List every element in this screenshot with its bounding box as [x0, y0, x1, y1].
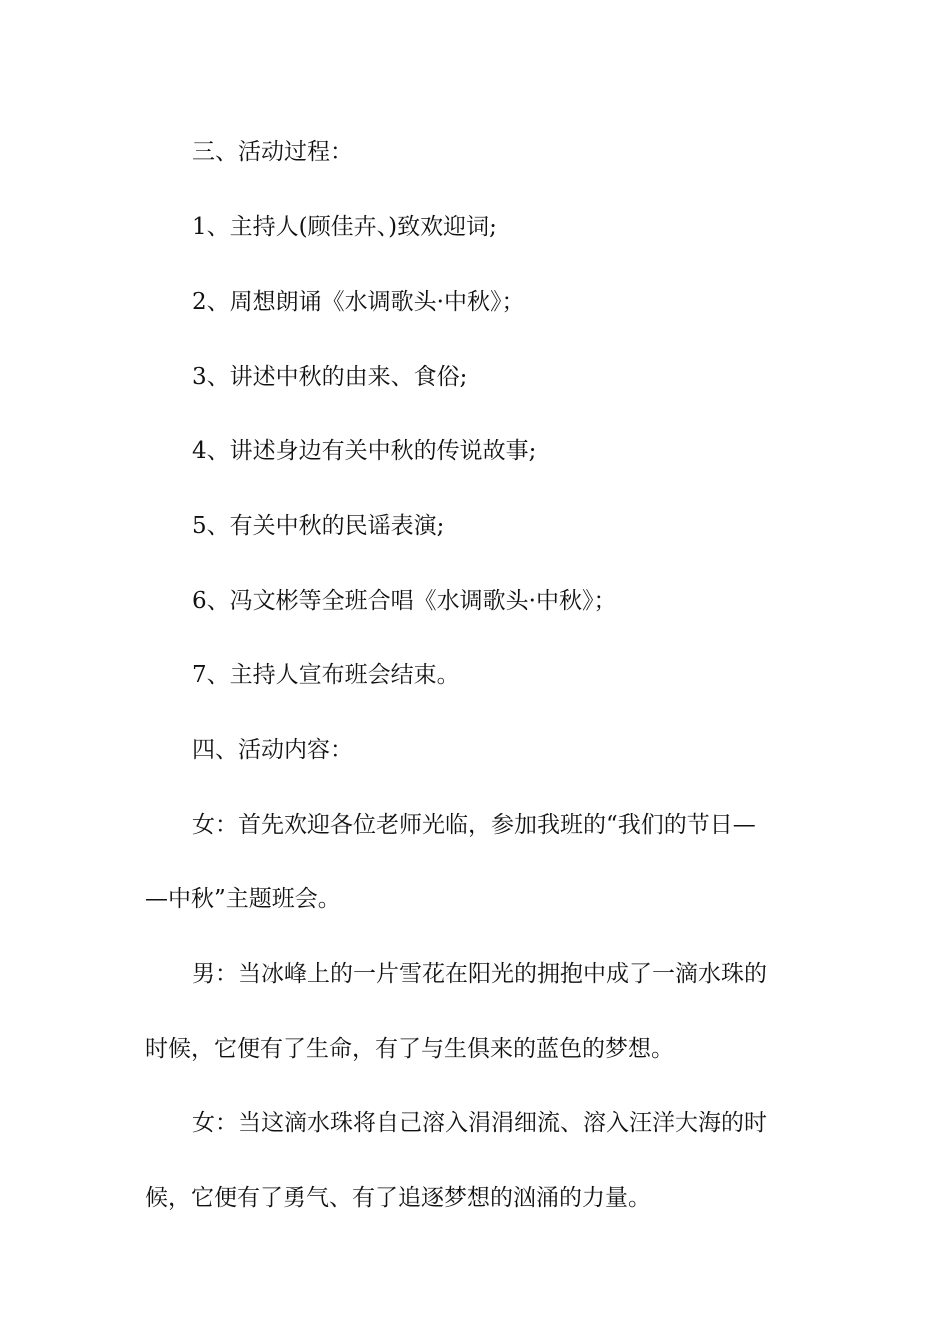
section-heading-process: 三、活动过程： [192, 139, 353, 165]
paragraph-line: 女：首先欢迎各位老师光临，参加我班的“我们的节日— [192, 812, 756, 838]
list-item: 6、冯文彬等全班合唱《水调歌头·中秋》； [192, 588, 617, 614]
paragraph-line: 女：当这滴水珠将自己溶入涓涓细流、溶入汪洋大海的时 [192, 1110, 767, 1136]
list-item: 7、主持人宣布班会结束。 [192, 662, 460, 688]
list-item: 4、讲述身边有关中秋的传说故事; [192, 438, 537, 464]
list-item: 3、讲述中秋的由来、食俗; [192, 364, 468, 390]
list-item: 1、主持人(顾佳卉、)致欢迎词; [192, 214, 497, 240]
paragraph-line: 男：当冰峰上的一片雪花在阳光的拥抱中成了一滴水珠的 [192, 961, 767, 987]
paragraph-line: 候，它便有了勇气、有了追逐梦想的汹涌的力量。 [145, 1185, 651, 1211]
list-item: 2、周想朗诵《水调歌头·中秋》； [192, 289, 525, 315]
section-heading-content: 四、活动内容： [192, 737, 353, 763]
list-item: 5、有关中秋的民谣表演; [192, 513, 445, 539]
paragraph-line: —中秋”主题班会。 [145, 886, 341, 912]
paragraph-line: 时候，它便有了生命，有了与生俱来的蓝色的梦想。 [145, 1036, 674, 1062]
